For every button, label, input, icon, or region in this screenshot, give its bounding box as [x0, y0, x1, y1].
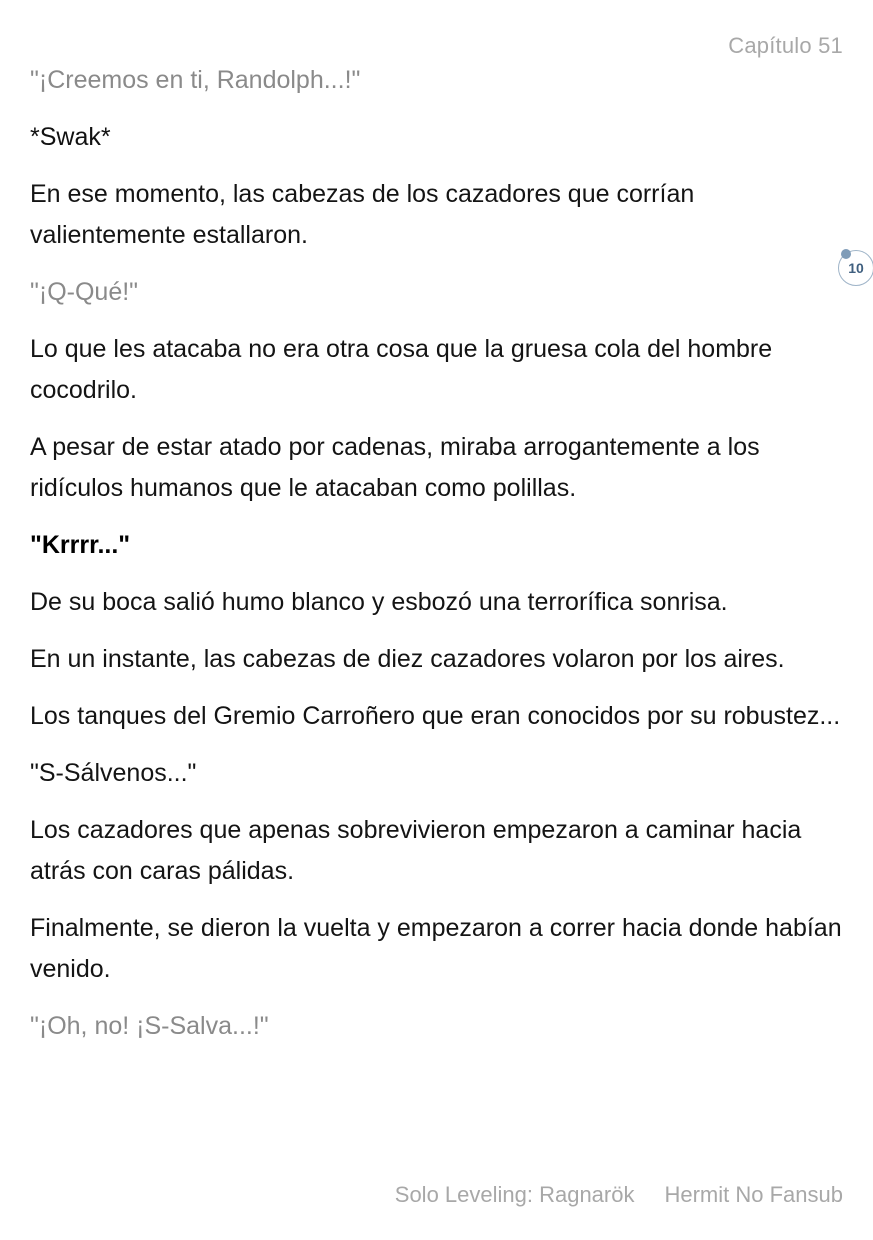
translator-credit: Hermit No Fansub	[664, 1182, 843, 1207]
paragraph: En un instante, las cabezas de diez cazadores volaron por los aires.	[30, 645, 785, 673]
footer	[395, 1182, 843, 1208]
paragraph: Lo que les atacaba no era otra cosa que la gruesa cola del hombre cocodrilo.	[30, 335, 773, 404]
chapter-label: Capítulo 51	[728, 33, 843, 58]
comment-count: 10	[848, 260, 864, 276]
paragraph: "¡Creemos en ti, Randolph...!"	[30, 66, 361, 94]
paragraph: Los tanques del Gremio Carroñero que eran conocidos por su robustez...	[30, 702, 841, 730]
paragraph: "¡Oh, no! ¡S-Salva...!"	[30, 1012, 269, 1040]
paragraph: A pesar de estar atado por cadenas, miraba arrogantemente a los ridículos humanos que le atacaban como polillas.	[30, 433, 760, 502]
paragraph: Los cazadores que apenas sobrevivieron empezaron a caminar hacia atrás con caras pálidas.	[30, 816, 802, 885]
chapter-text	[30, 60, 846, 1063]
paragraph: "Krrrr..."	[30, 531, 131, 559]
paragraph: "¡Q-Qué!"	[30, 278, 139, 306]
comment-indicator-dot	[841, 249, 851, 259]
paragraph: En ese momento, las cabezas de los cazadores que corrían valientemente estallaron.	[30, 180, 695, 249]
novel-title: Solo Leveling: Ragnarök	[394, 1182, 635, 1207]
paragraph: "S-Sálvenos..."	[30, 759, 197, 787]
paragraph: De su boca salió humo blanco y esbozó una terrorífica sonrisa.	[30, 588, 728, 616]
paragraph: *Swak*	[30, 123, 111, 151]
paragraph: Finalmente, se dieron la vuelta y empezaron a correr hacia donde habían venido.	[30, 914, 842, 983]
